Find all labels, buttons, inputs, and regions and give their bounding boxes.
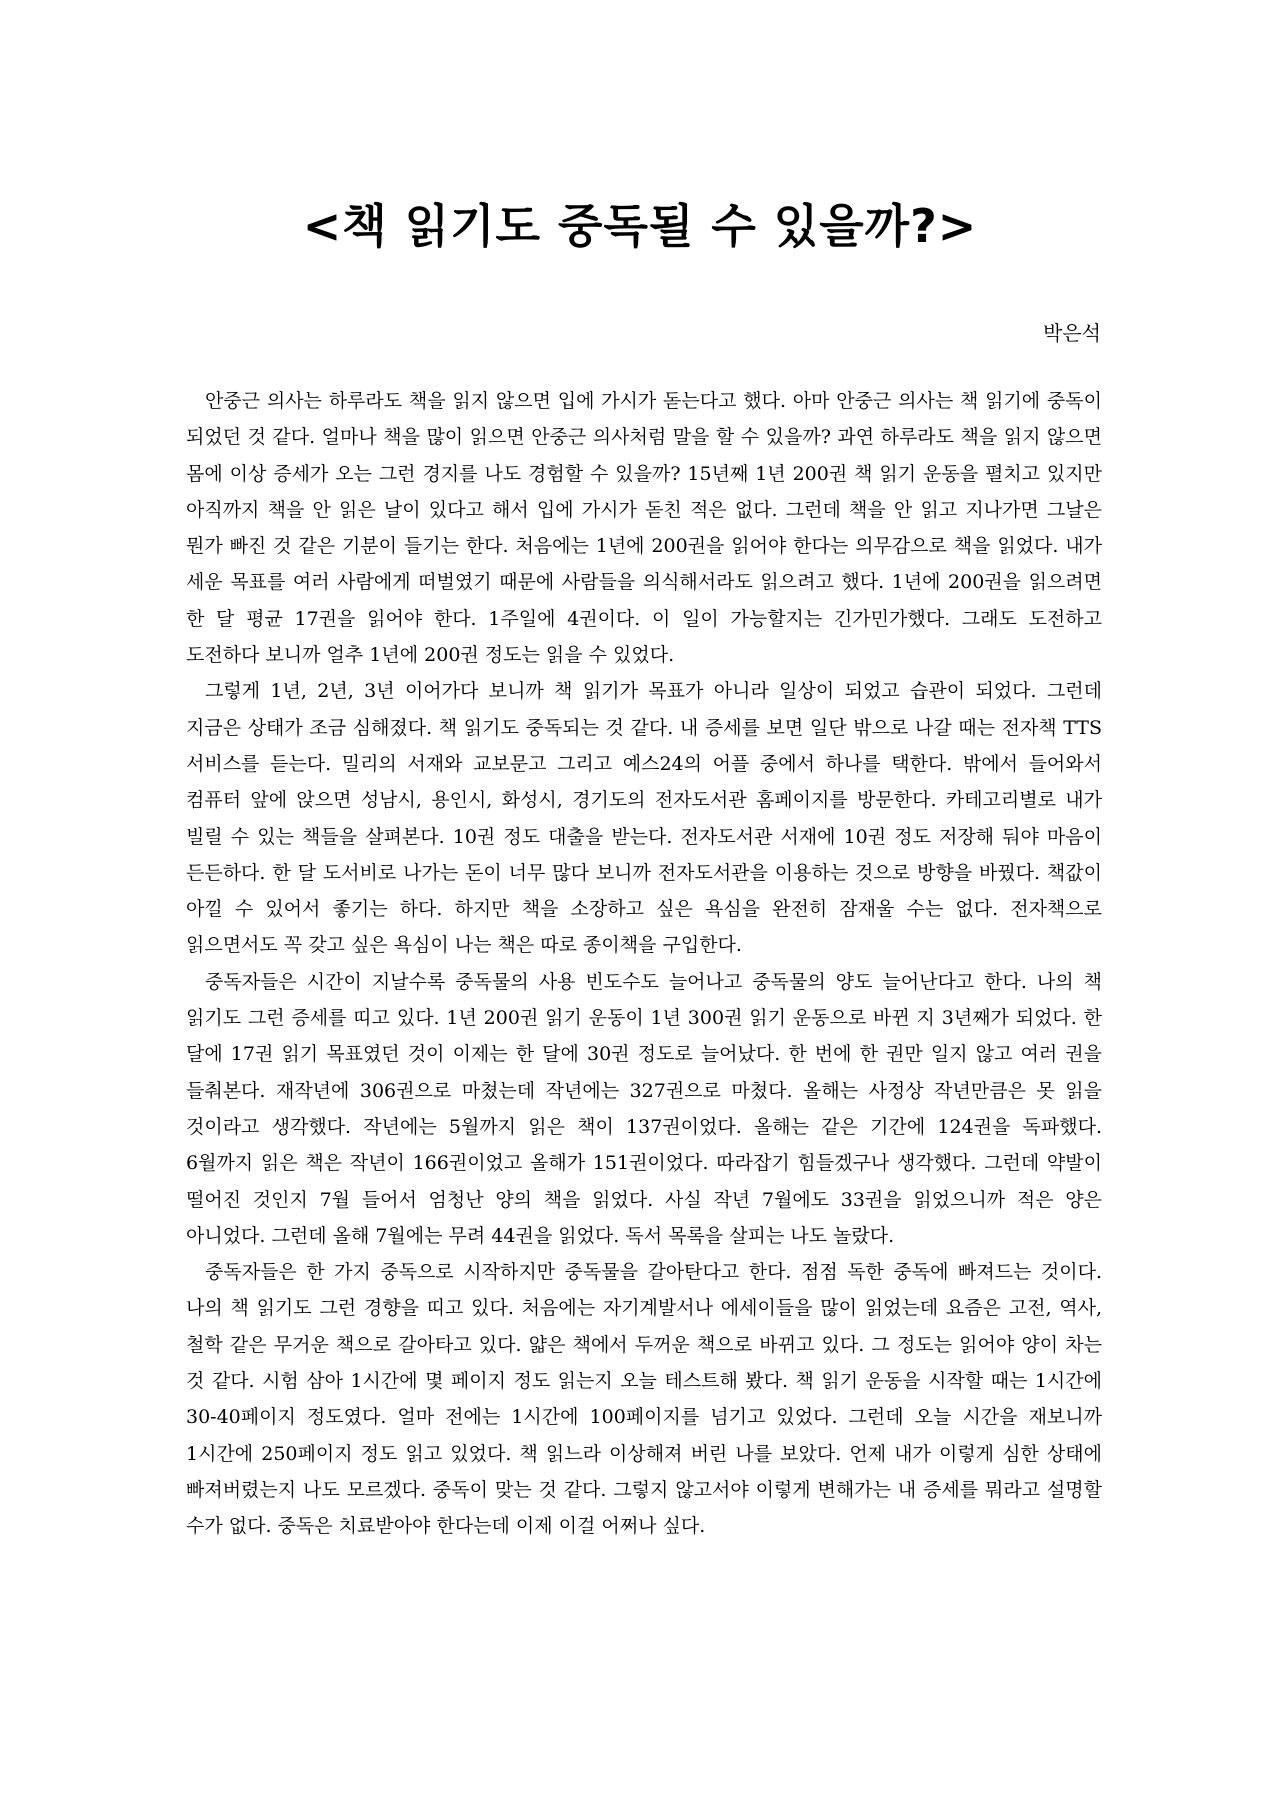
paragraph-3: 중독자들은 시간이 지날수록 중독물의 사용 빈도수도 늘어나고 중독물의 양도 늘어난다고 한다. 나의 책 읽기도 그런 증세를 띠고 있다. 1년 200권 읽기 운동이 1년 300권 읽기 운동으로 바뀐 지 3년째가 되었다. 한 달에 17권 읽기 목표였던 것이 이제는 한 달에 30권 정도로 늘어났다. 한 번에 한 권만 일지 않고 여러 권을 들춰본다. 재작년에 306권으로 마쳤는데 작년에는 327권으로 마쳤다. 올해는 사정상 작년만큼은 못 읽을 것이라고 생각했다. 작년에는 5월까지 읽은 책이 137권이었다. 올해는 같은 기간에 124권을 독파했다. 6월까지 읽은 책은 작년이 166권이었고 올해가 151권이었다. 따라잡기 힘들겠구나 생각했다. 그런데 약발이 떨어진 것인지 7월 들어서 엄청난 양의 책을 읽었다. 사실 작년 7월에도 33권을 읽었으니까 적은 양은 아니었다. 그런데 올해 7월에는 무려 44권을 읽었다. 독서 목록을 살피는 나도 놀랐다.	[186, 970, 1102, 1247]
paragraph-2: 그렇게 1년, 2년, 3년 이어가다 보니까 책 읽기가 목표가 아니라 일상이 되었고 습관이 되었다. 그런데 지금은 상태가 조금 심해졌다. 책 읽기도 중독되는 것 같다. 내 증세를 보면 일단 밖으로 나갈 때는 전자책 TTS 서비스를 듣는다. 밀리의 서재와 교보문고 그리고 예스24의 어플 중에서 하나를 택한다. 밖에서 들어와서 컴퓨터 앞에 앉으면 성남시, 용인시, 화성시, 경기도의 전자도서관 홈페이지를 방문한다. 카테고리별로 내가 빌릴 수 있는 책들을 살펴본다. 10권 정도 대출을 받는다. 전자도서관 서재에 10권 정도 저장해 둬야 마음이 든든하다. 한 달 도서비로 나가는 돈이 너무 많다 보니까 전자도서관을 이용하는 것으로 방향을 바꿨다. 책값이 아낄 수 있어서 좋기는 하다. 하지만 책을 소장하고 싶은 욕심을 완전히 잠재울 수는 없다. 전자책으로 읽으면서도 꼭 갖고 싶은 욕심이 나는 책은 따로 종이책을 구입한다.	[186, 680, 1102, 957]
paragraph-4: 중독자들은 한 가지 중독으로 시작하지만 중독물을 갈아탄다고 한다. 점점 독한 중독에 빠져드는 것이다. 나의 책 읽기도 그런 경향을 띠고 있다. 처음에는 자기계발서나 에세이들을 많이 읽었는데 요즘은 고전, 역사, 철학 같은 무거운 책으로 갈아타고 있다. 얇은 책에서 두꺼운 책으로 바뀌고 있다. 그 정도는 읽어야 양이 차는 것 같다. 시험 삼아 1시간에 몇 페이지 정도 읽는지 오늘 테스트해 봤다. 책 읽기 운동을 시작할 때는 1시간에 30-40페이지 정도였다. 얼마 전에는 1시간에 100페이지를 넘기고 있었다. 그런데 오늘 시간을 재보니까 1시간에 250페이지 정도 읽고 있었다. 책 읽느라 이상해져 버린 나를 보았다. 언제 내가 이렇게 심한 상태에 빠져버렸는지 나도 모르겠다. 중독이 맞는 것 같다. 그렇지 않고서야 이렇게 변해가는 내 증세를 뭐라고 설명할 수가 없다. 중독은 치료받아야 한다는데 이제 이걸 어쩌나 싶다.	[186, 1261, 1102, 1538]
document-body	[186, 383, 1102, 1545]
author-name: 박은석	[1043, 321, 1101, 345]
paragraph-1: 안중근 의사는 하루라도 책을 읽지 않으면 입에 가시가 돋는다고 했다. 아마 안중근 의사는 책 읽기에 중독이 되었던 것 같다. 얼마나 책을 많이 읽으면 안중근 의사처럼 말을 할 수 있을까? 과연 하루라도 책을 읽지 않으면 몸에 이상 증세가 오는 그런 경지를 나도 경험할 수 있을까? 15년째 1년 200권 책 읽기 운동을 펼치고 있지만 아직까지 책을 안 읽은 날이 있다고 해서 입에 가시가 돋친 적은 없다. 그런데 책을 안 읽고 지나가면 그날은 뭔가 빠진 것 같은 기분이 들기는 한다. 처음에는 1년에 200권을 읽어야 한다는 의무감으로 책을 읽었다. 내가 세운 목표를 여러 사람에게 떠벌였기 때문에 사람들을 의식해서라도 읽으려고 했다. 1년에 200권을 읽으려면 한 달 평균 17권을 읽어야 한다. 1주일에 4권이다. 이 일이 가능할지는 긴가민가했다. 그래도 도전하고 도전하다 보니까 얼추 1년에 200권 정도는 읽을 수 있었다.	[186, 390, 1102, 667]
document-title: <책 읽기도 중독될 수 있을까?>	[302, 199, 978, 253]
